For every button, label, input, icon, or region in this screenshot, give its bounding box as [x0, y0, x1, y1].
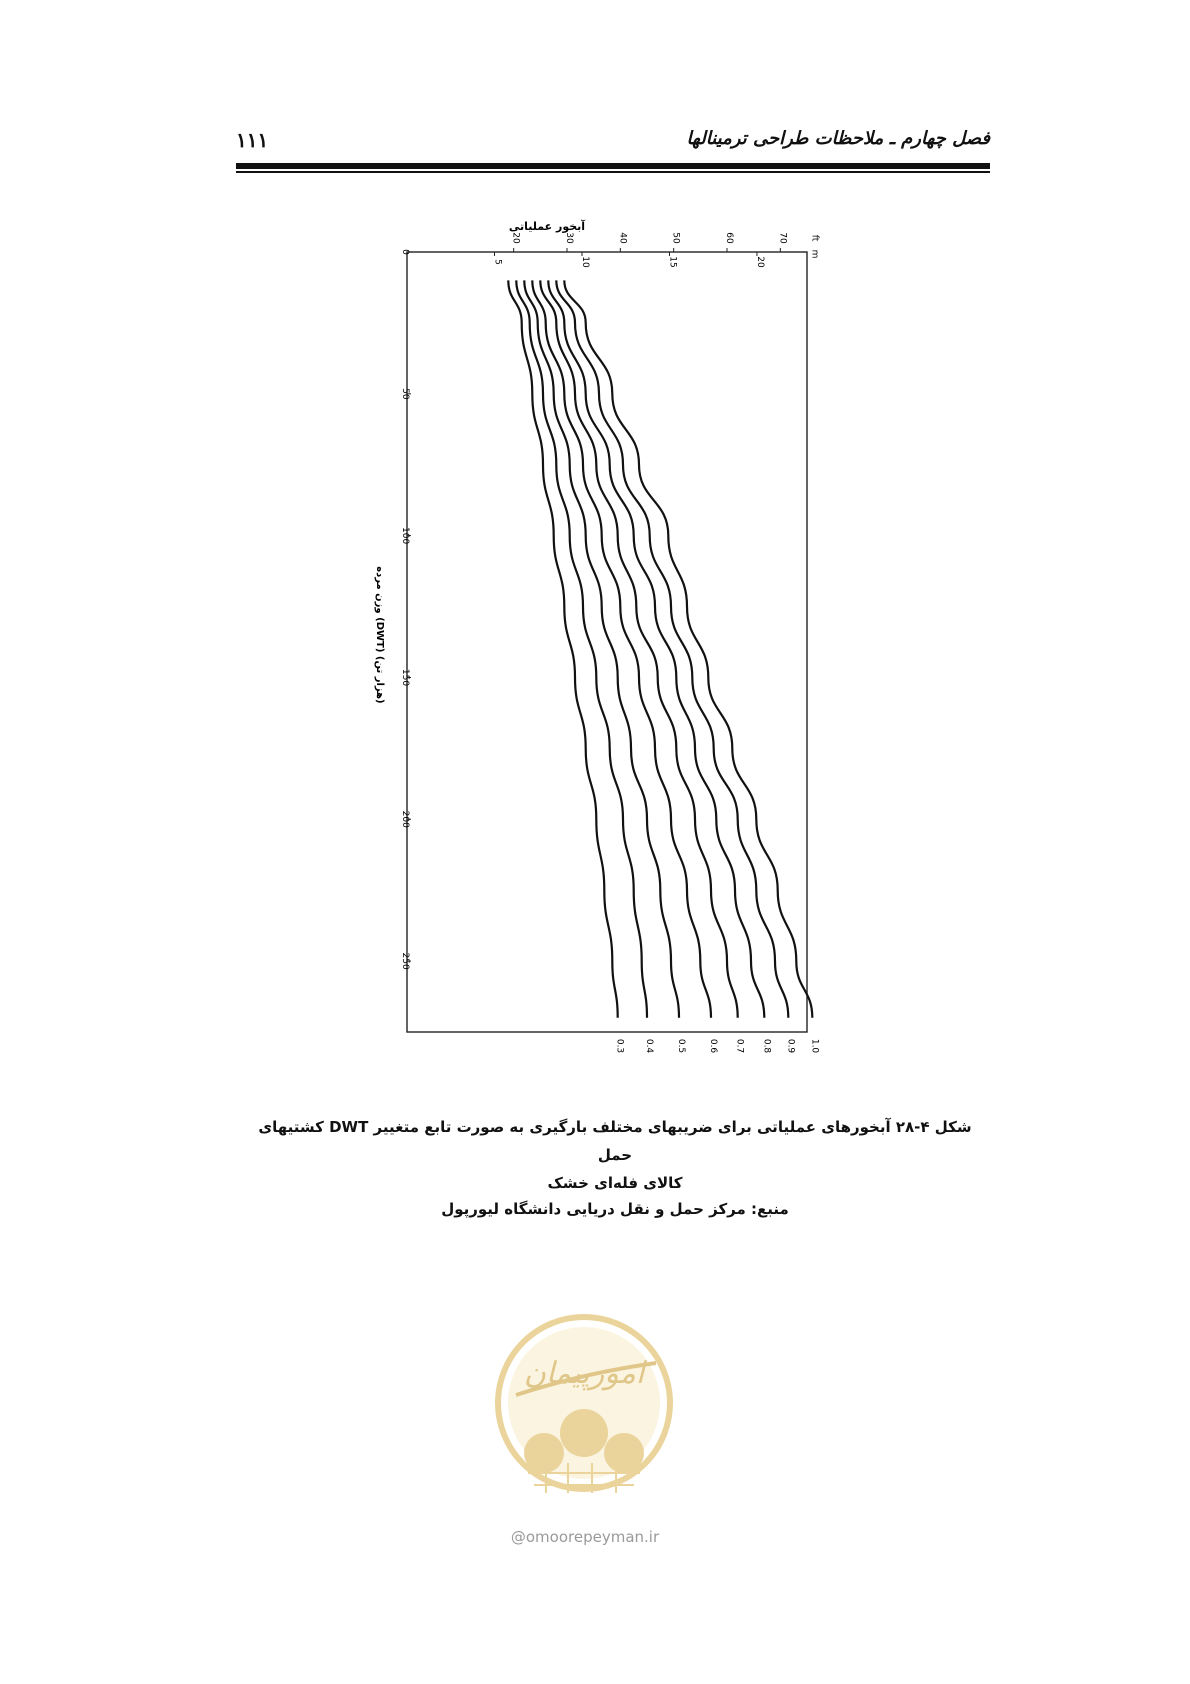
page-header: [236, 128, 990, 158]
series-label: 0.7: [734, 1038, 745, 1054]
figure-caption: [240, 1113, 990, 1197]
chapter-title: فصل چهارم ـ ملاحظات طراحی ترمینالها: [686, 128, 990, 149]
watermark-url: @omoorepeyman.ir: [510, 1528, 660, 1546]
ft-tick-label: 50: [670, 232, 681, 244]
dwt-tick-label: 0: [400, 249, 410, 255]
dwt-tick-label: 100: [400, 527, 410, 545]
series-label: 0.4: [644, 1038, 654, 1054]
caption-line-2: کالای فله‌ای خشک: [547, 1174, 683, 1192]
series-curve: [516, 280, 647, 1017]
series-label: 0.5: [676, 1038, 686, 1054]
series-label: 0.6: [708, 1038, 718, 1054]
ft-unit-label: ft: [809, 234, 820, 242]
series-label: 0.3: [614, 1038, 625, 1054]
dwt-tick-label: 50: [400, 388, 410, 400]
series-label: 0.9: [785, 1038, 796, 1054]
header-rule-thin: [236, 171, 990, 173]
ft-tick-label: 30: [564, 232, 574, 244]
watermark-logo: [488, 1303, 680, 1523]
series-curve: [524, 280, 679, 1017]
watermark-logo-text: امورپیمان: [523, 1356, 645, 1391]
draft-axis-title: آبخور عملیاتی: [508, 219, 586, 233]
draft-chart: [374, 219, 855, 1100]
series-curve: [540, 280, 737, 1017]
m-tick-label: 5: [492, 259, 503, 265]
m-tick-label: 20: [754, 256, 765, 268]
ft-axis: [511, 232, 820, 252]
header-rule-thick: [236, 163, 990, 169]
m-tick-label: 15: [667, 256, 678, 268]
dwt-tick-label: 150: [400, 668, 410, 687]
caption-line-1: شکل ۴-۲۸ آبخورهای عملیاتی برای ضریبهای مختلف بارگیری به صورت تابع متغییر DWT کشتیهای حمل: [258, 1118, 972, 1164]
series-curve: [508, 280, 617, 1017]
dwt-axis: [400, 249, 411, 970]
series-curve: [548, 280, 764, 1017]
ft-tick-label: 70: [777, 232, 788, 244]
figure-source: منبع: مرکز حمل و نقل دریایی دانشگاه لیورپول: [441, 1200, 789, 1218]
series-label: 1.0: [809, 1038, 820, 1054]
series-label: 0.8: [761, 1038, 772, 1054]
series-curve: [532, 280, 711, 1017]
dwt-tick-label: 250: [400, 952, 410, 970]
m-tick-label: 10: [579, 256, 590, 268]
dwt-tick-label: 200: [400, 810, 410, 828]
ft-tick-label: 20: [510, 232, 521, 244]
page-number: ۱۱۱: [236, 128, 269, 152]
series-group: [508, 280, 819, 1053]
ft-tick-label: 40: [617, 232, 628, 244]
dwt-axis-title: وزن مرده (DWT) (هزار تن): [374, 566, 385, 704]
m-unit-label: m: [809, 249, 820, 259]
ft-tick-label: 60: [724, 232, 734, 244]
